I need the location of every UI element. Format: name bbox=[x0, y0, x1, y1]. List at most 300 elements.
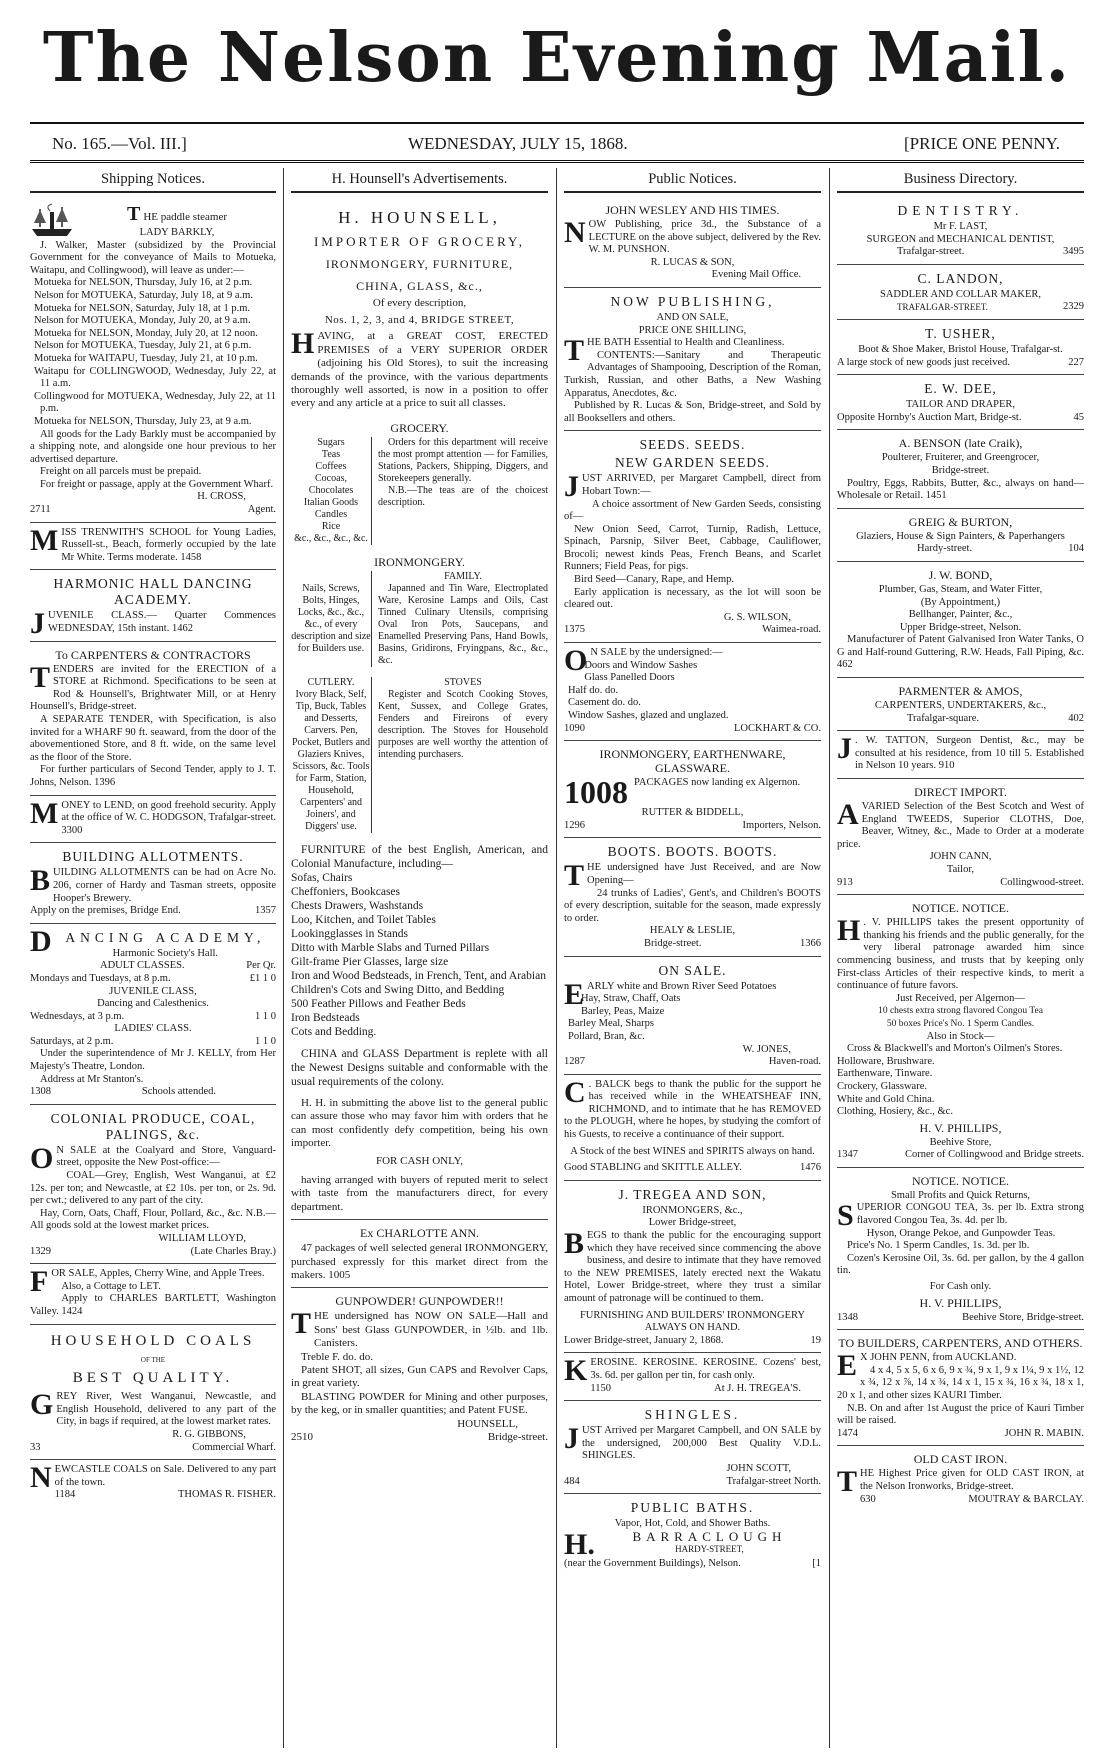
ad-old-cast-iron bbox=[837, 1446, 1084, 1511]
ad-text: Bridge-street. bbox=[931, 464, 990, 476]
column-public-notices bbox=[564, 170, 821, 1745]
ad-title: CHINA, GLASS, &c., bbox=[356, 279, 483, 293]
ad-text: For freight or passage, apply at the Government Wharf. bbox=[40, 478, 274, 490]
section-title: GROCERY. bbox=[390, 420, 449, 435]
dropcap: K bbox=[564, 1354, 588, 1388]
list-item: Earthenware, Tinware. bbox=[837, 1068, 933, 1080]
list-item: Cheffoniers, Bookcases bbox=[291, 885, 401, 898]
ad-public-baths bbox=[564, 1494, 821, 1575]
sailing-item: Motueka for NELSON, Thursday, July 23, at 9 a.m. bbox=[34, 415, 252, 427]
list-item: Sofas, Chairs bbox=[291, 871, 353, 884]
dropcap: J bbox=[564, 1422, 579, 1456]
sailing-item: Motueka for WAITAPU, Tuesday, July 21, at 10 p.m. bbox=[34, 352, 258, 364]
ad-text: REY River, West Wanganui, Newcastle, and English Household, delivered to any part of the City, in bags if required, at the lowest market rates. bbox=[56, 1391, 276, 1428]
ad-parmenter bbox=[837, 678, 1084, 731]
list-item: Barley, Peas, Maize bbox=[581, 1005, 665, 1017]
sailing-item: Collingwood for MOTUEKA, Wednesday, July 22, at 11 p.m. bbox=[34, 390, 276, 415]
ad-signature: Agent. bbox=[247, 504, 276, 516]
ad-text: 24 trunks of Ladies', Gent's, and Children's BOOTS of every description, suitable for the season, made expressly to order. bbox=[564, 887, 821, 924]
dropcap: D bbox=[30, 924, 52, 958]
ad-text: Published by R. Lucas & Son, Bridge-street, and Sold by all Booksellers and others. bbox=[564, 400, 821, 424]
ad-number: 910 bbox=[938, 760, 955, 772]
ad-text: Small Profits and Quick Returns, bbox=[890, 1189, 1031, 1201]
ad-text: HE BATH Essential to Health and Cleanliness. bbox=[587, 337, 785, 349]
dropcap: J bbox=[837, 732, 852, 766]
list-item: Chocolates bbox=[308, 484, 354, 496]
section-title: FAMILY. bbox=[444, 570, 482, 582]
ad-text: Nos. 1, 2, 3, and 4, BRIDGE STREET, bbox=[324, 314, 515, 327]
ad-text: CONTENTS:—Sanitary and Therapeutic Advantages of Shampooing, Description of the Roman, Turkish, Russian, and other Baths, a New Washing Apparatus, Anecdotes, &c. bbox=[564, 349, 821, 399]
ad-seeds bbox=[564, 431, 821, 643]
list-item: Cots and Bedding. bbox=[291, 1025, 377, 1038]
ad-text: VARIED Selection of the Best Scotch and West of England TWEEDS, Superior CLOTHS, Doe, Beaver, Witney, &c., Made to Order at a moderate price. bbox=[837, 801, 1084, 850]
ad-title: SHINGLES. bbox=[644, 1407, 741, 1423]
ad-text: Cozen's Kerosine Oil, 3s. 6d. per gallon, by the 4 gallon tin. bbox=[837, 1252, 1084, 1277]
ad-text: JUVENILE CLASS, bbox=[109, 985, 197, 997]
ad-title: Mr F. LAST, bbox=[933, 221, 988, 232]
ad-the-bath bbox=[564, 288, 821, 431]
ad-text: New Onion Seed, Carrot, Turnip, Radish, Lettuce, Spinach, Parsnip, Silver Beet, Cabbage, Cauliflower, Brocoli; newest kinds Peas, French Beans, and Scarlet Runners; Field Peas, for pigs. bbox=[564, 523, 821, 573]
ad-text: (By Appointment,) bbox=[920, 596, 1001, 608]
ad-number: [1 bbox=[812, 1557, 821, 1569]
ad-signature: HOUNSELL, bbox=[457, 1417, 518, 1430]
ad-signature: Haven-road. bbox=[768, 1056, 821, 1068]
ad-text: Trafalgar-street. bbox=[897, 246, 965, 258]
ad-number: 1005 bbox=[328, 1268, 351, 1281]
ad-colonial-produce bbox=[30, 1105, 276, 1264]
ad-text: N.B.—The teas are of the choicest description. bbox=[378, 484, 548, 508]
ad-text: LADIES' CLASS. bbox=[114, 1023, 192, 1035]
dropcap: T bbox=[30, 660, 51, 694]
issue-number: No. 165.—Vol. III.] bbox=[52, 134, 187, 153]
list-item: Half do. do. bbox=[568, 684, 619, 696]
dropcap: H. bbox=[564, 1527, 595, 1561]
ad-phillips-notice bbox=[837, 895, 1084, 1168]
ad-school bbox=[30, 523, 276, 571]
dropcap: B bbox=[30, 864, 51, 898]
list-item: Teas bbox=[321, 448, 341, 460]
ad-text: HARDY-STREET, bbox=[675, 1544, 744, 1555]
ad-text: UVENILE CLASS.— Quarter Commences WEDNESDAY, 15th instant. bbox=[48, 610, 276, 635]
ad-number: 1396 bbox=[94, 776, 116, 788]
ad-signature: Commercial Wharf. bbox=[192, 1441, 276, 1453]
ad-signature: LOCKHART & CO. bbox=[734, 722, 821, 734]
ad-text: N SALE by the undersigned:— bbox=[590, 647, 723, 659]
ad-bond bbox=[837, 562, 1084, 678]
ad-signature: Collingwood-street. bbox=[1000, 876, 1084, 888]
dropcap: E bbox=[564, 977, 585, 1011]
list-item: Iron Bedsteads bbox=[291, 1011, 360, 1024]
list-item: Doors and Window Sashes bbox=[584, 659, 698, 671]
sailing-item: Nelson for MOTUEKA, Tuesday, July 21, at 6 p.m. bbox=[34, 340, 252, 352]
ad-title: BEST QUALITY. bbox=[72, 1370, 234, 1387]
ad-number: 33 bbox=[30, 1441, 41, 1453]
ad-number: 462 bbox=[837, 659, 853, 671]
ad-signature: Waimea-road. bbox=[762, 624, 821, 636]
column-divider bbox=[829, 168, 830, 1748]
ad-title: E. W. DEE, bbox=[924, 381, 997, 397]
list-item: Cocoas, bbox=[315, 472, 347, 484]
ad-text: AVING, at a GREAT COST, ERECTED PREMISES of a VERY SUPERIOR ORDER (adjoining his Old Stores), to suit the increasing demands of the province, with the various departments thoroughly well assorted, is now in a position to offer every and any article at a price to suit all classes. bbox=[291, 330, 548, 410]
ad-title: NOTICE. NOTICE. bbox=[912, 1173, 1009, 1188]
issue-price: [PRICE ONE PENNY. bbox=[903, 134, 1060, 153]
ad-text: Hay, Corn, Oats, Chaff, Flour, Pollard, &c., &c. N.B.—All goods sold at the lowest market prices. bbox=[30, 1207, 276, 1232]
ad-text: Ivory Black, Self, Tip, Buck, Tables and Desserts, Carvers. Pen, Pocket, Butlers and Glaziers Knives, Scissors, &c. Tools for Farm, Station, Household, Carpenters' and Joiners', and Diggers' use. bbox=[291, 688, 371, 832]
ad-boots bbox=[564, 838, 821, 956]
ad-last bbox=[837, 197, 1084, 265]
section-title: STOVES bbox=[444, 676, 482, 688]
ad-carpenters bbox=[30, 642, 276, 796]
ad-number: 1476 bbox=[800, 1162, 821, 1174]
ad-shingles bbox=[564, 1401, 821, 1494]
ad-signature: Importers, Nelson. bbox=[742, 819, 821, 831]
ad-number: 913 bbox=[837, 876, 853, 888]
ad-number: 3495 bbox=[1063, 246, 1084, 258]
list-item: Rice bbox=[321, 520, 341, 532]
ad-text: ARLY white and Brown River Seed Potatoes bbox=[587, 980, 777, 992]
ad-number: 2510 bbox=[291, 1430, 313, 1443]
ad-text: PRICE ONE SHILLING, bbox=[638, 324, 747, 336]
ad-doors bbox=[564, 643, 821, 741]
ad-text: N.B. On and after 1st August the price of Kauri Timber will be raised. bbox=[837, 1402, 1084, 1427]
price: 1 1 0 bbox=[255, 1010, 276, 1022]
column-hounsell bbox=[291, 170, 548, 1745]
ad-text: ADULT CLASSES. bbox=[100, 960, 185, 972]
ad-text: Mondays and Tuesdays, at 8 p.m. bbox=[30, 972, 171, 984]
dropcap: M bbox=[30, 523, 59, 557]
list-item: Clothing, Hosiery, &c., &c. bbox=[837, 1106, 953, 1118]
ad-text: Dancing and Calesthenics. bbox=[97, 998, 209, 1010]
ad-text: HE paddle steamer bbox=[143, 211, 228, 223]
ad-text: SURGEON and MECHANICAL DENTIST, bbox=[866, 233, 1055, 245]
list-item: Chests Drawers, Washstands bbox=[291, 899, 424, 912]
ad-dancing bbox=[30, 924, 276, 1105]
ad-signature: JOHN SCOTT, bbox=[726, 1462, 791, 1474]
ad-text: Freight on all parcels must be prepaid. bbox=[40, 466, 202, 478]
column-heading: Shipping Notices. bbox=[30, 170, 276, 193]
masthead: The Nelson Evening Mail. bbox=[42, 18, 1072, 98]
ad-title: IMPORTER OF GROCERY, bbox=[313, 234, 526, 249]
ad-text: A SEPARATE TENDER, with Specification, is also invited for a WHARF 90 ft. seaward, from the door of the abovementioned Store, and 8 ft. wide, on the same level as the floor of the Store. bbox=[30, 714, 276, 763]
dropcap: N bbox=[30, 1461, 52, 1495]
ad-signature: At J. H. TREGEA'S. bbox=[714, 1382, 801, 1394]
ad-text: OW Publishing, price 3d., the Substance of a LECTURE on the above subject, delivered by the Rev. W. M. PUNSHON. bbox=[588, 219, 821, 256]
ad-title: GREIG & BURTON, bbox=[908, 514, 1013, 529]
ad-text: X JOHN PENN, from AUCKLAND. bbox=[860, 1352, 1017, 1364]
ad-money bbox=[30, 796, 276, 844]
column-divider bbox=[283, 168, 284, 1748]
ad-number: 1474 bbox=[837, 1427, 858, 1439]
ad-text: UST Arrived per Margaret Campbell, and ON SALE by the undersigned, 200,000 Best Quality V.D.L. SHINGLES. bbox=[582, 1425, 821, 1462]
ad-tatton bbox=[837, 731, 1084, 779]
ad-household-coals bbox=[30, 1325, 276, 1461]
sailing-item: Nelson for MOTUEKA, Monday, July 20, at 9 a.m. bbox=[34, 315, 251, 327]
ad-title: A. BENSON (late Craik), bbox=[898, 436, 1023, 451]
ad-signature: Tailor, bbox=[946, 864, 975, 875]
ad-number: 104 bbox=[1068, 543, 1084, 555]
ad-text: Per Qr. bbox=[246, 960, 276, 972]
masthead-rule bbox=[30, 122, 1084, 124]
list-item: Gilt-frame Pier Glasses, large size bbox=[291, 955, 449, 968]
ad-signature: JOHN R. MABIN. bbox=[1004, 1427, 1084, 1439]
issue-date: WEDNESDAY, JULY 15, 1868. bbox=[408, 134, 628, 153]
ad-lady-barkly bbox=[30, 197, 276, 523]
sailing-item: Motueka for NELSON, Saturday, July 18, at 1 p.m. bbox=[34, 302, 250, 314]
ad-signature: H. V. PHILLIPS, bbox=[919, 1120, 1002, 1135]
ad-title: H. HOUNSELL, bbox=[338, 208, 501, 227]
ad-number: 1329 bbox=[30, 1245, 51, 1257]
ad-number: 1348 bbox=[837, 1311, 858, 1323]
ad-number: 1357 bbox=[255, 905, 276, 917]
sailing-item: Motueka for NELSON, Monday, July 20, at 12 noon. bbox=[34, 327, 258, 339]
list-item: Sugars bbox=[317, 436, 345, 448]
ad-text: Glaziers, House & Sign Painters, & Paperhangers bbox=[856, 530, 1065, 542]
ad-wesley bbox=[564, 197, 821, 288]
ad-title: ON SALE. bbox=[658, 962, 727, 978]
ad-text: All goods for the Lady Barkly must be accompanied by a shipping note, and alongside one hour previous to her advertised departure. bbox=[30, 428, 276, 465]
ad-title: HARMONIC HALL DANCING ACADEMY. bbox=[53, 576, 253, 608]
ad-text: Orders for this department will receive the most prompt attention — for Families, Stations, Packers, Shipping, Diggers, and Storekeepers generally. bbox=[378, 436, 548, 484]
list-item: Children's Cots and Swing Ditto, and Bedding bbox=[291, 983, 505, 996]
ad-text: Treble F. do. do. bbox=[301, 1350, 374, 1363]
dropcap: T bbox=[126, 203, 141, 225]
ad-text: . W. TATTON, Surgeon Dentist, &c., may be consulted at his residence, from 10 till 5. Established in Nelson 10 years. bbox=[855, 735, 1084, 772]
ad-number: 1308 bbox=[30, 1086, 51, 1098]
ad-text: HE undersigned has NOW ON SALE—Hall and Sons' best Glass GUNPOWDER, in ½lb. and 1lb. Canisters. bbox=[314, 1310, 548, 1350]
list-item: Barley Meal, Sharps bbox=[568, 1018, 655, 1030]
ad-number: 1424 bbox=[61, 1305, 83, 1317]
ad-number: 1366 bbox=[800, 937, 821, 949]
dropcap: T bbox=[564, 334, 585, 368]
ad-title: HOUSEHOLD COALS bbox=[50, 1332, 256, 1349]
ad-direct-import bbox=[837, 779, 1084, 895]
ad-number: 1150 bbox=[590, 1382, 611, 1394]
ad-text: (near the Government Buildings), Nelson. bbox=[564, 1557, 741, 1569]
ad-title: GUNPOWDER! GUNPOWDER!! bbox=[335, 1294, 504, 1309]
list-item: Coffees bbox=[315, 460, 347, 472]
ad-kerosine bbox=[564, 1353, 821, 1401]
ad-title: NOW PUBLISHING, bbox=[610, 293, 775, 309]
ad-text: FURNITURE of the best English, American, and Colonial Manufacture, including— bbox=[291, 843, 548, 870]
ad-text: Bellhanger, Painter, &c., bbox=[908, 609, 1013, 621]
list-item: Ditto with Marble Slabs and Turned Pillars bbox=[291, 941, 490, 954]
list-item: Iron and Wood Bedsteads, in French, Tent, and Arabian bbox=[291, 969, 546, 982]
ad-text: Upper Bridge-street, Nelson. bbox=[899, 621, 1022, 633]
ad-for-sale bbox=[30, 1264, 276, 1324]
dropcap: M bbox=[30, 796, 59, 830]
ad-signature: Beehive Store, Bridge-street. bbox=[962, 1311, 1084, 1323]
ad-text: Bird Seed—Canary, Rape, and Hemp. bbox=[574, 574, 734, 586]
ad-number: 1458 bbox=[180, 551, 202, 563]
ad-text: Just Received, per Algernon— bbox=[896, 992, 1025, 1004]
list-item: Window Sashes, glazed and unglazed. bbox=[568, 710, 729, 721]
list-item: Crockery, Glassware. bbox=[837, 1080, 927, 1092]
dropcap: B bbox=[564, 1227, 585, 1261]
dropcap: O bbox=[30, 1141, 54, 1175]
ad-signature: RUTTER & BIDDELL, bbox=[641, 807, 744, 819]
ad-text: . V. PHILLIPS takes the present opportunity of thanking his friends and the public generally, for the very liberal patronage awarded him since commencing business, and trusts that by keeping only First-class Articles of their respective kinds, to merit a continuance of future favors. bbox=[837, 917, 1084, 992]
ad-title: PARMENTER & AMOS, bbox=[898, 684, 1023, 699]
ad-signature: HEALY & LESLIE, bbox=[649, 925, 736, 937]
dropcap: O bbox=[564, 644, 588, 678]
ad-title: COLONIAL PRODUCE, COAL, PALINGS, &c. bbox=[50, 1110, 256, 1142]
section-title: CUTLERY. bbox=[307, 676, 355, 688]
ad-title: FOR CASH ONLY, bbox=[375, 1155, 464, 1168]
list-item: Pollard, Bran, &c. bbox=[568, 1030, 645, 1042]
ad-text: N SALE at the Coalyard and Store, Vanguard-street, opposite the New Post-office:— bbox=[56, 1144, 276, 1169]
ad-signature: H. V. PHILLIPS, bbox=[919, 1295, 1002, 1310]
ad-number: 1375 bbox=[564, 624, 585, 636]
ad-text: Manufacturer of Patent Galvanised Iron Water Tanks, O G and Half-round Guttering, R.W. Heads, Fall Piping, &c. bbox=[837, 634, 1084, 658]
ad-title: IRONMONGERY, EARTHENWARE, GLASSWARE. bbox=[599, 747, 786, 776]
list-item: Hay, Straw, Chaff, Oats bbox=[581, 993, 681, 1005]
ad-phillips-tea bbox=[837, 1168, 1084, 1330]
ad-text: OF THE bbox=[140, 1355, 166, 1364]
ad-text: Lower Bridge-street, January 2, 1868. bbox=[564, 1334, 724, 1346]
ad-text: Saturdays, at 2 p.m. bbox=[30, 1035, 114, 1047]
ad-hounsell bbox=[291, 197, 548, 1219]
ad-text: 47 packages of well selected general IRONMONGERY, purchased expressly for this market direct from the makers. bbox=[291, 1242, 548, 1281]
ad-big-number: 1008 bbox=[564, 774, 628, 811]
ad-text: HE Highest Price given for OLD CAST IRON, at the Nelson Ironworks, Bridge-street. bbox=[860, 1468, 1084, 1492]
ad-text: EWCASTLE COALS on Sale. Delivered to any part of the town. bbox=[54, 1464, 276, 1488]
ad-text: Hardy-street. bbox=[917, 543, 973, 555]
ad-text: Patent SHOT, all sizes, Gun CAPS and Revolver Caps, in great variety. bbox=[291, 1363, 548, 1390]
ad-signature: R. LUCAS & SON, bbox=[650, 256, 735, 268]
ship-name: LADY BARKLY, bbox=[139, 227, 215, 238]
ad-number: 402 bbox=[1068, 712, 1084, 724]
ad-text: PACKAGES now landing ex Algernon. bbox=[634, 777, 801, 789]
ad-text: COAL—Grey, English, West Wanganui, at £2 12s. per ton; and Newcastle, at £2 10s. per ton, or 2s. 9d. per cwt.; delivered to any part of the city. bbox=[30, 1170, 276, 1207]
ad-text: Lower Bridge-street, bbox=[648, 1217, 737, 1229]
list-item: &c., &c., &c., &c. bbox=[294, 532, 368, 544]
ad-text: Register and Scotch Cooking Stoves, Kent, Sussex, and College Grates, Fenders and Fireirons of every description. The Stoves for Household purposes are well worthy the attention of intending purchasers. bbox=[378, 688, 548, 760]
list-item: White and Gold China. bbox=[837, 1093, 935, 1105]
ad-title: IRONMONGERY, FURNITURE, bbox=[325, 257, 514, 271]
ad-text: UST ARRIVED, per Margaret Campbell, direct from Hobart Town:— bbox=[582, 473, 821, 497]
ad-title: BARRACLOUGH bbox=[632, 1528, 787, 1544]
ad-greig bbox=[837, 509, 1084, 562]
dropcap: T bbox=[837, 1465, 858, 1499]
list-item: 50 boxes Price's No. 1 Sperm Candles. bbox=[886, 1018, 1035, 1029]
ad-text: . BALCK begs to thank the public for the support he has received while in the WHEATSHEAF INN, RICHMOND, and to intimate that he has REMOVED to the PLOUGH, where he hopes, by studying the comfort of his Guests, to receive a continuance of their support. bbox=[564, 1078, 821, 1141]
dropcap: T bbox=[291, 1307, 312, 1341]
ad-signature: R. G. GIBBONS, bbox=[172, 1428, 246, 1440]
dropcap: J bbox=[30, 607, 45, 641]
price: £1 1 0 bbox=[249, 972, 276, 984]
dropcap: C bbox=[564, 1075, 586, 1109]
ad-text: Apply to CHARLES BARTLETT, Washington Valley. bbox=[30, 1293, 276, 1317]
ad-newcastle bbox=[30, 1460, 276, 1507]
column-heading: Public Notices. bbox=[564, 170, 821, 193]
dropcap: E bbox=[837, 1349, 858, 1383]
ad-number: 1296 bbox=[564, 819, 585, 831]
ad-title: SEEDS. SEEDS. bbox=[639, 437, 746, 453]
column-heading: H. Hounsell's Advertisements. bbox=[291, 170, 548, 193]
list-item: Lookingglasses in Stands bbox=[291, 927, 408, 940]
ad-text: Boot & Shoe Maker, Bristol House, Trafalgar-st. bbox=[858, 343, 1063, 355]
ad-text: Hyson, Orange Pekoe, and Gunpowder Teas. bbox=[866, 1227, 1056, 1239]
ad-text: Good STABLING and SKITTLE ALLEY. bbox=[564, 1162, 742, 1174]
ad-potatoes bbox=[564, 957, 821, 1075]
sailing-item: Nelson for MOTUEKA, Saturday, July 18, at 9 a.m. bbox=[34, 289, 253, 301]
ad-signature: JOHN CANN, bbox=[929, 851, 992, 863]
ad-text: EROSINE. KEROSINE. KEROSINE. Cozens' best, 3s. 6d. per gallon per tin, for cash only. bbox=[590, 1357, 821, 1381]
ad-allotments bbox=[30, 843, 276, 923]
ad-number: 1184 bbox=[54, 1489, 76, 1501]
ad-title: PUBLIC BATHS. bbox=[630, 1500, 755, 1516]
ad-text: Opposite Hornby's Auction Mart, Bridge-st. bbox=[837, 411, 1022, 423]
ad-text: Also in Stock— bbox=[926, 1030, 995, 1042]
ad-text: EGS to thank the public for the encouraging support which they have received since commencing the above business, and desire to intimate that they have removed to the NEW PREMISES, lately erected next the Wakatu Hotel, Lower Bridge-street, where they trust a similar amount of patronage will be continued to them. bbox=[564, 1230, 821, 1304]
dropcap: H bbox=[837, 914, 861, 948]
ad-number: 227 bbox=[1068, 356, 1084, 368]
ad-signature: W. JONES, bbox=[742, 1043, 791, 1055]
ad-text: 4 x 4, 5 x 5, 6 x 6, 9 x ¾, 9 x 1, 9 x 1¼, 9 x 1½, 12 x ¾, 12 x ⅞, 14 x ¾, 14 x 1, 15 x ¾, 16 x ¾, 18 x 1, 20 x 1, and other sizes KAURI Timber. bbox=[837, 1364, 1084, 1401]
ad-text: AND ON SALE, bbox=[656, 311, 729, 323]
ad-harmonic-hall bbox=[30, 570, 276, 641]
ad-text: For further particulars of Second Tender, apply to J. T. Johns, Nelson. bbox=[30, 764, 276, 788]
ad-number: 2711 bbox=[30, 504, 51, 516]
ad-signature: Beehive Store, bbox=[929, 1136, 992, 1148]
ad-text: HE undersigned have Just Received, and are Now Opening— bbox=[587, 862, 821, 886]
ad-text: Japanned and Tin Ware, Electroplated Ware, Kerosine Lamps and Oils, Cast Tinned Culinary Utensils, comprising Oval Iron Pots, Saucepans, and Enamelled Preserving Pans, Hand Bowls, Basins, Gridirons, Fryingpans, &c., &c., &c. bbox=[378, 582, 548, 666]
ad-text: UILDING ALLOTMENTS can be had on Acre No. 206, corner of Hardy and Tasman streets, opposite Hooper's Brewery. bbox=[53, 867, 276, 904]
ad-text: Poulterer, Fruiterer, and Greengrocer, bbox=[881, 452, 1040, 464]
list-item: Casement do. do. bbox=[568, 697, 641, 709]
ad-number: 2329 bbox=[1063, 301, 1084, 313]
ad-text: CHINA and GLASS Department is replete with all the Newest Designs suitable and conformable with the usual requirements of the colony. bbox=[291, 1047, 548, 1088]
list-item: 10 chests extra strong flavored Congou Tea bbox=[878, 1006, 1043, 1017]
ad-title: J. TREGEA AND SON, bbox=[618, 1186, 767, 1202]
sailing-item: Waitapu for COLLINGWOOD, Wednesday, July 22, at 11 a.m. bbox=[34, 365, 276, 390]
dropcap: F bbox=[30, 1265, 49, 1299]
ad-title: T. USHER, bbox=[925, 325, 996, 341]
ad-text: BLASTING POWDER for Mining and other purposes, by the keg, or in smaller quantities; and Patent FUSE. bbox=[291, 1390, 548, 1417]
price: 1 1 0 bbox=[255, 1035, 276, 1047]
ad-title: Ex CHARLOTTE ANN. bbox=[360, 1226, 479, 1241]
ad-signature: (Late Charles Bray.) bbox=[190, 1245, 276, 1257]
section-title: IRONMONGERY. bbox=[374, 554, 465, 569]
ad-charlotte-ann bbox=[291, 1219, 548, 1288]
list-item: Loo, Kitchen, and Toilet Tables bbox=[291, 913, 436, 926]
ad-text: Price's No. 1 Sperm Candles, 1s. 3d. per lb. bbox=[847, 1240, 1030, 1252]
dropcap: G bbox=[30, 1388, 54, 1422]
column-shipping bbox=[30, 170, 276, 1745]
dropcap: T bbox=[564, 859, 585, 893]
ad-text: H. H. in submitting the above list to the general public can assure those who may favor him with orders that he can most confidently defy competition, being his own importer. bbox=[291, 1096, 548, 1150]
column-divider bbox=[556, 168, 557, 1748]
ad-title: DENTISTRY. bbox=[897, 203, 1024, 218]
ad-text: TRAFALGAR-STREET. bbox=[897, 302, 988, 313]
ad-text: Apply on the premises, Bridge End. bbox=[30, 905, 181, 917]
ad-text: CARPENTERS, UNDERTAKERS, &c., bbox=[874, 700, 1047, 712]
ad-earthenware bbox=[564, 741, 821, 838]
ad-title: NEW GARDEN SEEDS. bbox=[614, 455, 771, 471]
ad-text: SADDLER AND COLLAR MAKER, bbox=[879, 288, 1041, 300]
ad-number: 1462 bbox=[171, 623, 193, 635]
ad-title: C. LANDON, bbox=[917, 270, 1004, 286]
ad-number: 19 bbox=[810, 1334, 821, 1346]
ad-balck bbox=[564, 1075, 821, 1181]
dropcap: N bbox=[564, 216, 586, 249]
ad-text: Early application is necessary, as the lot will soon be cleared out. bbox=[564, 586, 821, 611]
ad-title: To CARPENTERS & CONTRACTORS bbox=[55, 647, 251, 662]
ad-signature: THOMAS R. FISHER. bbox=[177, 1489, 276, 1501]
list-item: Italian Goods bbox=[303, 496, 359, 508]
list-item: Cross & Blackwell's and Morton's Oilmen's Stores. bbox=[847, 1043, 1063, 1055]
ad-title: BUILDING ALLOTMENTS. bbox=[62, 849, 244, 865]
